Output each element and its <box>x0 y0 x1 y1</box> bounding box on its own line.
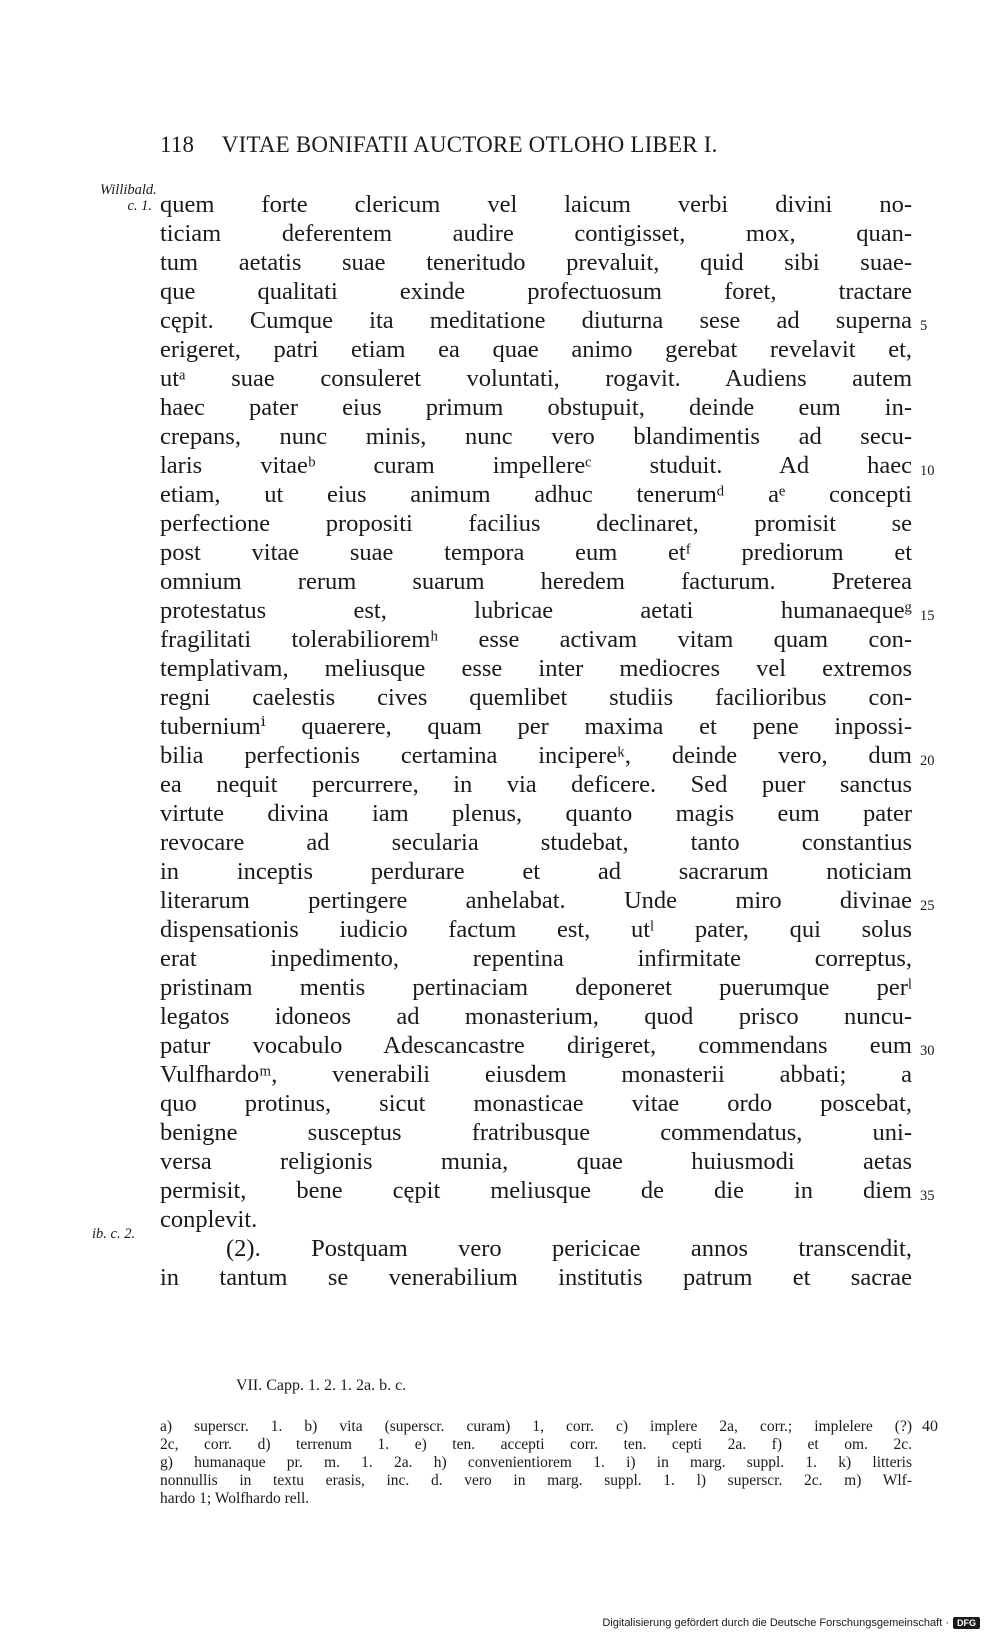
text-line: virtute divina iam plenus, quanto magis eum pater <box>160 800 912 827</box>
margin-note-source-2: ib. c. 2. <box>92 1226 136 1242</box>
text-line: templativam, meliusque esse inter mediocres vel extremos <box>160 655 912 682</box>
text-line: que qualitati exinde profectuosum foret, tractare <box>160 278 912 305</box>
footnote-line: hardo 1; Wolfhardo rell. <box>160 1490 310 1507</box>
text-line: erat inpedimento, repentina infirmitate correptus, <box>160 945 912 972</box>
line-number: 5 <box>920 318 928 334</box>
text-line: in tantum se venerabilium institutis patrum et sacrae <box>160 1264 912 1291</box>
page-number: 118 <box>160 132 195 157</box>
text-line: etiam, ut eius animum adhuc tenerumᵈ aᵉ concepti <box>160 481 912 508</box>
text-line: omnium rerum suarum heredem facturum. Preterea <box>160 568 912 595</box>
chapter-concordance: VII. Capp. 1. 2. 1. 2a. b. c. <box>236 1377 407 1394</box>
text-line: Vulfhardoᵐ, venerabili eiusdem monasterii abbati; a <box>160 1061 912 1088</box>
text-line: pristinam mentis pertinaciam deponeret puerumque perˡ <box>160 974 912 1001</box>
footnote-line-number: 40 <box>922 1418 938 1435</box>
line-number: 35 <box>920 1188 935 1204</box>
text-line: cępit. Cumque ita meditatione diuturna sese ad superna <box>160 307 912 334</box>
footnote-line: a) superscr. 1. b) vita (superscr. curam) 1, corr. c) implere 2a, corr.; implelere (?) <box>160 1418 912 1435</box>
running-title: VITAE BONIFATII AUCTORE OTLOHO LIBER I. <box>221 132 718 157</box>
text-line: protestatus est, lubricae aetati humanaequeᵍ <box>160 597 912 624</box>
running-header <box>160 132 718 158</box>
text-line: benigne susceptus fratribusque commendatus, uni- <box>160 1119 912 1146</box>
line-number: 25 <box>920 898 935 914</box>
text-line: crepans, nunc minis, nunc vero blandimentis ad secu- <box>160 423 912 450</box>
text-line: dispensationis iudicio factum est, utˡ pater, qui solus <box>160 916 912 943</box>
text-line: bilia perfectionis certamina incipereᵏ, deinde vero, dum <box>160 742 912 769</box>
text-line: tum aetatis suae teneritudo prevaluit, quid sibi suae- <box>160 249 912 276</box>
text-line: erigeret, patri etiam ea quae animo gerebat revelavit et, <box>160 336 912 363</box>
line-number: 10 <box>920 463 935 479</box>
text-line: (2). Postquam vero pericicae annos transcendit, <box>226 1235 912 1262</box>
text-line: regni caelestis cives quemlibet studiis facilioribus con- <box>160 684 912 711</box>
text-line: legatos idoneos ad monasterium, quod prisco nuncu- <box>160 1003 912 1030</box>
text-line: ea nequit percurrere, in via deficere. Sed puer sanctus <box>160 771 912 798</box>
footnote-line: nonnullis in textu erasis, inc. d. vero in marg. suppl. 1. l) superscr. 2c. m) Wlf- <box>160 1472 912 1489</box>
dfg-logo: DFG <box>953 1617 980 1629</box>
text-line: quo protinus, sicut monasticae vitae ordo poscebat, <box>160 1090 912 1117</box>
text-line: utᵃ suae consuleret voluntati, rogavit. Audiens autem <box>160 365 912 392</box>
text-line: revocare ad secularia studebat, tanto constantius <box>160 829 912 856</box>
margin-note-source: Willibald. c. 1. <box>100 182 157 214</box>
text-line: fragilitati tolerabilioremʰ esse activam vitam quam con- <box>160 626 912 653</box>
text-line: patur vocabulo Adescancastre dirigeret, commendans eum <box>160 1032 912 1059</box>
footnote-line: 2c, corr. d) terrenum 1. e) ten. accepti corr. ten. cepti 2a. f) et om. 2c. <box>160 1436 912 1453</box>
text-line: laris vitaeᵇ curam impellereᶜ studuit. Ad haec <box>160 452 912 479</box>
text-line: permisit, bene cępit meliusque de die in diem <box>160 1177 912 1204</box>
footer-text: Digitalisierung gefördert durch die Deutsche Forschungsgemeinschaft · <box>602 1617 949 1629</box>
text-line: literarum pertingere anhelabat. Unde miro divinae <box>160 887 912 914</box>
footnote-line: g) humanaque pr. m. 1. 2a. h) convenientiorem 1. i) in marg. suppl. 1. k) litteris <box>160 1454 912 1471</box>
digitization-footer <box>602 1617 980 1629</box>
line-number: 15 <box>920 608 935 624</box>
text-line: versa religionis munia, quae huiusmodi aetas <box>160 1148 912 1175</box>
text-line: tuberniumⁱ quaerere, quam per maxima et pene inpossi- <box>160 713 912 740</box>
text-line: in inceptis perdurare et ad sacrarum noticiam <box>160 858 912 885</box>
text-line: quem forte clericum vel laicum verbi divini no- <box>160 191 912 218</box>
text-line: conplevit. <box>160 1206 258 1233</box>
line-number: 20 <box>920 753 935 769</box>
text-line: haec pater eius primum obstupuit, deinde eum in- <box>160 394 912 421</box>
line-number: 30 <box>920 1043 935 1059</box>
text-line: perfectione propositi facilius declinaret, promisit se <box>160 510 912 537</box>
text-line: post vitae suae tempora eum etᶠ prediorum et <box>160 539 912 566</box>
text-line: ticiam deferentem audire contigisset, mox, quan- <box>160 220 912 247</box>
